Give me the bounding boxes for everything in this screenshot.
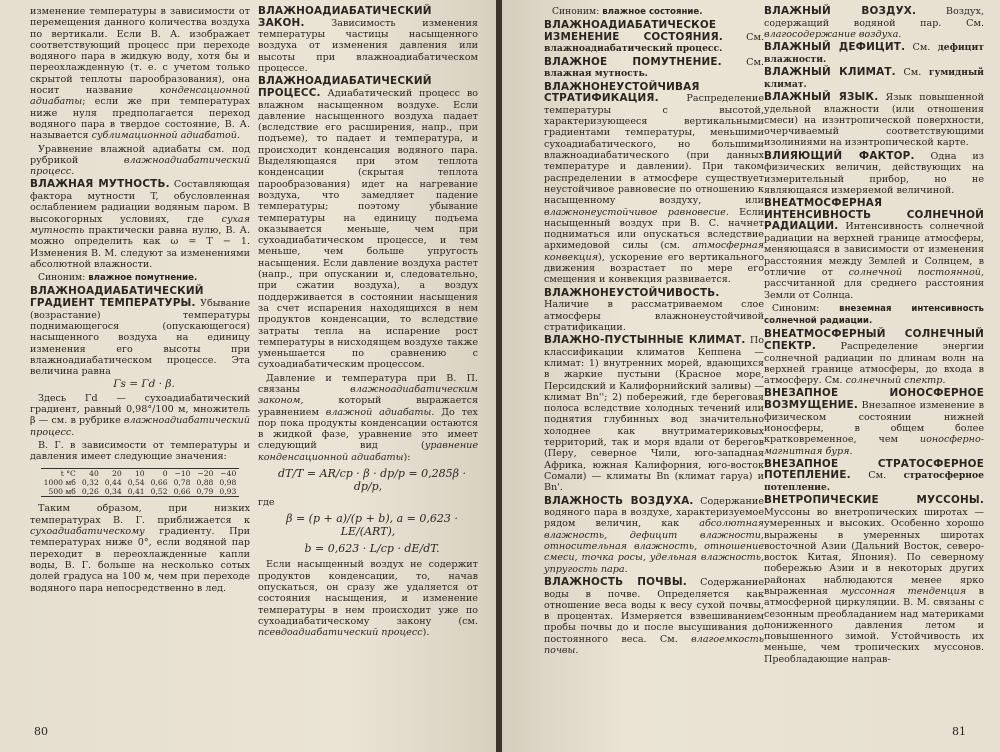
left-page [0,0,496,752]
left-column-1 [30,6,250,596]
formula: dT/T = AR/cp · β · dp/p = 0,285β · dp/p, [278,467,466,494]
entry-heading: ВЛАЖНОНЕУСТОЙЧИВАЯ СТРАТИФИКАЦИЯ. [544,80,700,105]
entry-vlazhnost-pochvy: ВЛАЖНОСТЬ ПОЧВЫ. Содержание воды в почве. Определяется как отношение веса воды к весу сухой почвы, в процентах. Измеряется взвешиванием пробы почвы до и после высушивания до постоянного веса. См. влагоемкость почвы. [544,575,764,656]
table-cell: t °C [41,469,79,479]
gradient-table [41,468,240,497]
entry-pustynnye: ВЛАЖНО-ПУСТЫННЫЕ КЛИМАТ. По классификации климатов Кеппена — климат: 1) внутренних морей, вдающихся в жаркие пустыни (Красное море, Персидский и Калифорнийский заливы) — климат Bn''; 2) побережий, где береговая полоса вследствие холодных течений или поднятия глубинных вод значительно холоднее как внутриматериковых территорий, так и моря вдали от берегов (Перу, северное Чили, юго-западная Африка, южная Калифорния, юго-восток Сомали) — климаты Bn (климат гаруа) и Bn'. [544,334,764,494]
formula: β = (p + a)/(p + b), a = 0,623 · LE/(ART), [286,512,458,539]
table-cell: 0,26 [79,487,102,497]
formula: b = 0,623 · L/cp · dE/dT. [304,542,440,556]
table-cell: 0,66 [150,478,168,488]
entry-heading: ВЛАЖНАЯ МУТНОСТЬ. [30,178,170,191]
entry-heading: ВЛАЖНОАДИАБАТИЧЕСКОЕ ИЗМЕНЕНИЕ СОСТОЯНИЯ. [544,19,723,43]
entry-heading: ВНЕАТМОСФЕРНЫЙ СОЛНЕЧНЫЙ СПЕКТР. [764,328,984,352]
table-cell: 1000 мб [43,478,76,488]
paragraph: Уравнение влажной адиабаты см. под рубрикой влажноадиабатический процесс. [30,143,250,178]
entry-izmenenie: ВЛАЖНОАДИАБАТИЧЕСКОЕ ИЗМЕНЕНИЕ СОСТОЯНИЯ. См. влажноадиабатический процесс. [544,19,764,55]
entry-intensivnost: ВНЕАТМОСФЕРНАЯ ИНТЕНСИВНОСТЬ СОЛНЕЧНОЙ РАДИАЦИИ. Интенсивность солнечной радиации на верхней границе атмосферы, меняющаяся в зависимости от изменения расстояния между Землей и Солнцем, в отличие от солнечной постоянной, рассчитанной для среднего расстояния Земли от Солнца. [764,197,984,301]
entry-heading: ВЛАЖНОСТЬ ПОЧВЫ. [544,575,687,588]
entry-zakon: ВЛАЖНОАДИАБАТИЧЕСКИЙ ЗАКОН. Зависимость изменения температуры частицы насыщенного воздуха от изменения давления или высоты при влажноадиабатическом процессе. [258,5,478,75]
paragraph: изменение температуры в зависимости от перемещения данного количества воздуха по вертикали. Если В. А. изображает соответствующий процесс при переходе водяного пара в жидкую воду, хотя бы и переохлажденную (т. е. с учетом только скрытой теплоты парообразования), она носит название конденсационной адиабаты; если же при температурах ниже нуля предполагается переход водяного пара в твердое состояние, В. А. называется сублимационной адиабатой. [30,6,250,142]
paragraph: Давление и температура при В. П. связаны влажноадиабатическим законом, который выражается уравнением влажной адиабаты. До тех пор пока продукты конденсации остаются в жидкой фазе, уравнение это имеет следующий вид (уравнение конденсационной адиабаты): [258,372,478,463]
entry-pomutnenie: ВЛАЖНОЕ ПОМУТНЕНИЕ. См. влажная мутность. [544,55,764,80]
table-cell: 0,34 [102,487,125,497]
entry-spektr: ВНЕАТМОСФЕРНЫЙ СОЛНЕЧНЫЙ СПЕКТР. Распределение энергии солнечной радиации по длинам волн на верхней границе атмосферы, до входа в атмосферу. См. солнечный спектр. [764,328,984,387]
right-page [502,0,1000,752]
entry-stratifikaciya: ВЛАЖНОНЕУСТОЙЧИВАЯ СТРАТИФИКАЦИЯ. Распределение температуры с высотой, характеризующееся вертикальными градиентами температуры, меньшими сухоадиабатического, но большими влажноадиабатического (при данных температуре и давлении). При таком распределении в атмосфере существует неустойчивое равновесие по отношению к насыщенному воздуху, или влажнонеустойчивое равновесие. Если насыщенный воздух при В. С. начнет подниматься или опускаться вследствие архимедовой силы (см. атмосферная конвекция), ускорение его вертикального движения возрастает по мере его смещения и конвекция развивается. [544,80,764,286]
table-cell: 0,98 [219,478,237,488]
entry-deficit: ВЛАЖНЫЙ ДЕФИЦИТ. См. дефицит влажности. [764,41,984,65]
formula: Γs = Γd · β. [113,378,175,391]
entry-heading: ВНЕЗАПНОЕ ИОНОСФЕРНОЕ ВОЗМУЩЕНИЕ. [764,387,984,412]
entry-stratosfernoe: ВНЕЗАПНОЕ СТРАТОСФЕРНОЕ ПОТЕПЛЕНИЕ. См. стратосферное потепление. [764,457,984,494]
paragraph: Если насыщенный воздух не содержит продуктов конденсации, то, начав опускаться, он сразу же удаляется от состояния насыщения, и изменение температуры в нем происходит уже по сухоадиабатическому закону (см. псевдоадиабатический процесс). [258,559,478,639]
entry-klimat: ВЛАЖНЫЙ КЛИМАТ. См. гумидный климат. [764,66,984,90]
paragraph: В. Г. в зависимости от температуры и давления имеет следующие значения: [30,439,250,463]
table-cell: 0,88 [196,478,214,488]
table-cell: 0,93 [216,487,239,497]
entry-heading: ВЛАЖНОАДИАБАТИЧЕСКИЙ ГРАДИЕНТ ТЕМПЕРАТУРЫ. [30,285,204,310]
synonym: Синоним: влажное помутнение. [38,272,198,284]
table-cell: 0,52 [148,487,171,497]
table-cell: 10 [125,469,148,479]
entry-heading: ВЛАЖНЫЙ КЛИМАТ. [764,66,896,79]
paragraph: Таким образом, при низких температурах В. Г. приближается к сухоадиабатическому градиенту. При температурах ниже 0°, если водяной пар переходит в переохлажденные капли воды, В. Г. больше на несколько сотых долей градуса на 100 м, чем при переходе водяного пара непосредственно в лед. [30,503,250,594]
entry-heading: ВЛАЖНОСТЬ ВОЗДУХА. [544,494,694,507]
table-row [41,478,240,487]
table-cell: 0,32 [81,478,99,488]
table-cell: 0,79 [193,487,216,497]
entry-heading: ВЛИЯЮЩИЙ ФАКТОР. [764,149,915,162]
table-cell: 0,54 [127,478,145,488]
entry-heading: ВЛАЖНОЕ ПОМУТНЕНИЕ. [544,55,722,68]
entry-vlazhnaya-mutnost: ВЛАЖНАЯ МУТНОСТЬ. Составляющая фактора мутности T, обусловленная ослаблением радиации водяным паром. В высокогорных условиях, где сухая мутность практически равна нулю, В. А. можно определить как ω = T − 1. Изменения В. М. следуют за изменениями абсолютной влажности. [30,178,250,270]
entry-faktor: ВЛИЯЮЩИЙ ФАКТОР. Одна из физических величин, действующих на измерительный прибор, но не являющаяся измеряемой величиной. [764,149,984,196]
page-number: 80 [34,725,48,738]
table-cell: 0,78 [173,478,191,488]
entry-vlazhnost-vozduha: ВЛАЖНОСТЬ ВОЗДУХА. Содержание водяного пара в воздухе, характеризуемое рядом величин, как абсолютная влажность, дефицит влажности, относительная влажность, отношение смеси, точка росы, удельная влажность, упругость пара. [544,494,764,575]
table-cell: 500 мб [41,487,79,497]
entry-heading: ВЛАЖНО-ПУСТЫННЫЕ КЛИМАТ. [544,334,746,347]
entry-vozduh: ВЛАЖНЫЙ ВОЗДУХ. Воздух, содержащий водяной пар. См. влагосодержание воздуха. [764,5,984,40]
table-row [41,469,240,479]
entry-heading: ВНЕАТМОСФЕРНАЯ ИНТЕНСИВНОСТЬ СОЛНЕЧНОЙ РАДИАЦИИ. [764,197,984,233]
table-cell: 40 [79,469,102,479]
entry-heading: ВНЕЗАПНОЕ СТРАТОСФЕРНОЕ ПОТЕПЛЕНИЕ. [764,457,984,482]
right-column-1 [544,6,764,658]
entry-heading: ВЛАЖНЫЙ ЯЗЫК. [764,90,879,103]
entry-heading: ВЛАЖНОНЕУСТОЙЧИВОСТЬ. [544,286,720,299]
entry-process: ВЛАЖНОАДИАБАТИЧЕСКИЙ ПРОЦЕСС. Адиабатический процесс во влажном насыщенном воздухе. Если давление насыщенного воздуха падает (вследствие его расширения, напр., при подъеме), то падает и температура, и происходит конденсация водяного пара. Выделяющаяся при этом теплота конденсации (скрытая теплота парообразования) идет на нагревание воздуха, что замедляет падение температуры; поэтому убывание температуры на единицу подъема оказывается меньше, чем при сухоадиабатическом процессе, и тем меньше, чем больше упругость насыщения. Если давление воздуха растет (напр., при опускании и, следовательно, при сжатии воздуха), а воздух поддерживается в состоянии насыщения за счет испарения находящихся в нем продуктов конденсации, то вследствие затраты тепла на испарение рост температуры в нисходящем воздухе также уменьшается по сравнению с сухоадиабатическим процессом. [258,75,478,371]
table-cell: −10 [171,469,194,479]
synonym: Синоним: внеземная интенсивность солнечной радиации. [764,302,984,327]
entry-heading: ВЛАЖНЫЙ ВОЗДУХ. [764,5,917,17]
entry-heading: ВЛАЖНОАДИАБАТИЧЕСКИЙ ЗАКОН. [258,5,432,29]
entry-heading: ВЛАЖНОАДИАБАТИЧЕСКИЙ ПРОЦЕСС. [258,75,432,99]
right-column-2 [764,6,984,667]
entry-mussony: ВНЕТРОПИЧЕСКИЕ МУССОНЫ. Муссоны во внетропических широтах — умеренных и высоких. Особенно хорошо выражены в умеренных широтах восточной Азии (Дальний Восток, северо-восток Китая, Япония). По северному побережью Азии и в некоторых других районах наблюдаются менее ярко выраженная муссонная тенденция в атмосферной циркуляции. В. М. связаны с сезонным преобладанием над материками пониженного давления летом и повышенного зимой. Устойчивость их меньше, чем тропических муссонов. Преобладающие направ- [764,494,984,665]
page-number: 81 [952,725,966,738]
where-label: где [258,497,275,509]
table-cell: 0,44 [104,478,122,488]
synonym: Синоним: влажное состояние. [552,6,703,17]
paragraph: Здесь Γd — сухоадиабатический градиент, равный 0,98°/100 м, множитель β — см. в рубрике влажноадиабатический процесс. [30,392,250,438]
table-cell: −20 [193,469,216,479]
entry-gradient: ВЛАЖНОАДИАБАТИЧЕСКИЙ ГРАДИЕНТ ТЕМПЕРАТУРЫ. Убывание (возрастание) температуры поднимающегося (опускающегося) насыщенного воздуха на единицу изменения его высоты при влажноадиабатическом процессе. Эта величина равна [30,285,250,378]
entry-neustoichivost: ВЛАЖНОНЕУСТОЙЧИВОСТЬ. Наличие в рассматриваемом слое атмосферы влажнонеустойчивой стратификации. [544,286,764,333]
entry-ionosfernoe: ВНЕЗАПНОЕ ИОНОСФЕРНОЕ ВОЗМУЩЕНИЕ. Внезапное изменение в физическом состоянии нижней ионосферы, в общем более кратковременное, чем ионосферно-магнитная буря. [764,387,984,457]
table-cell: 0,66 [171,487,194,497]
left-column-2 [258,6,478,640]
entry-heading: ВНЕТРОПИЧЕСКИЕ МУССОНЫ. [764,494,984,507]
entry-yazyk: ВЛАЖНЫЙ ЯЗЫК. Язык повышенной удельной влажности (или отношения смеси) на изэнтропической поверхности, очерчиваемый соответствующими изолиниями на изэнтропической карте. [764,90,984,149]
table-cell: 0,41 [125,487,148,497]
table-cell: 20 [102,469,125,479]
entry-heading: ВЛАЖНЫЙ ДЕФИЦИТ. [764,41,906,54]
table-cell: −40 [216,469,239,479]
table-row [41,487,240,497]
table-cell: 0 [148,469,171,479]
